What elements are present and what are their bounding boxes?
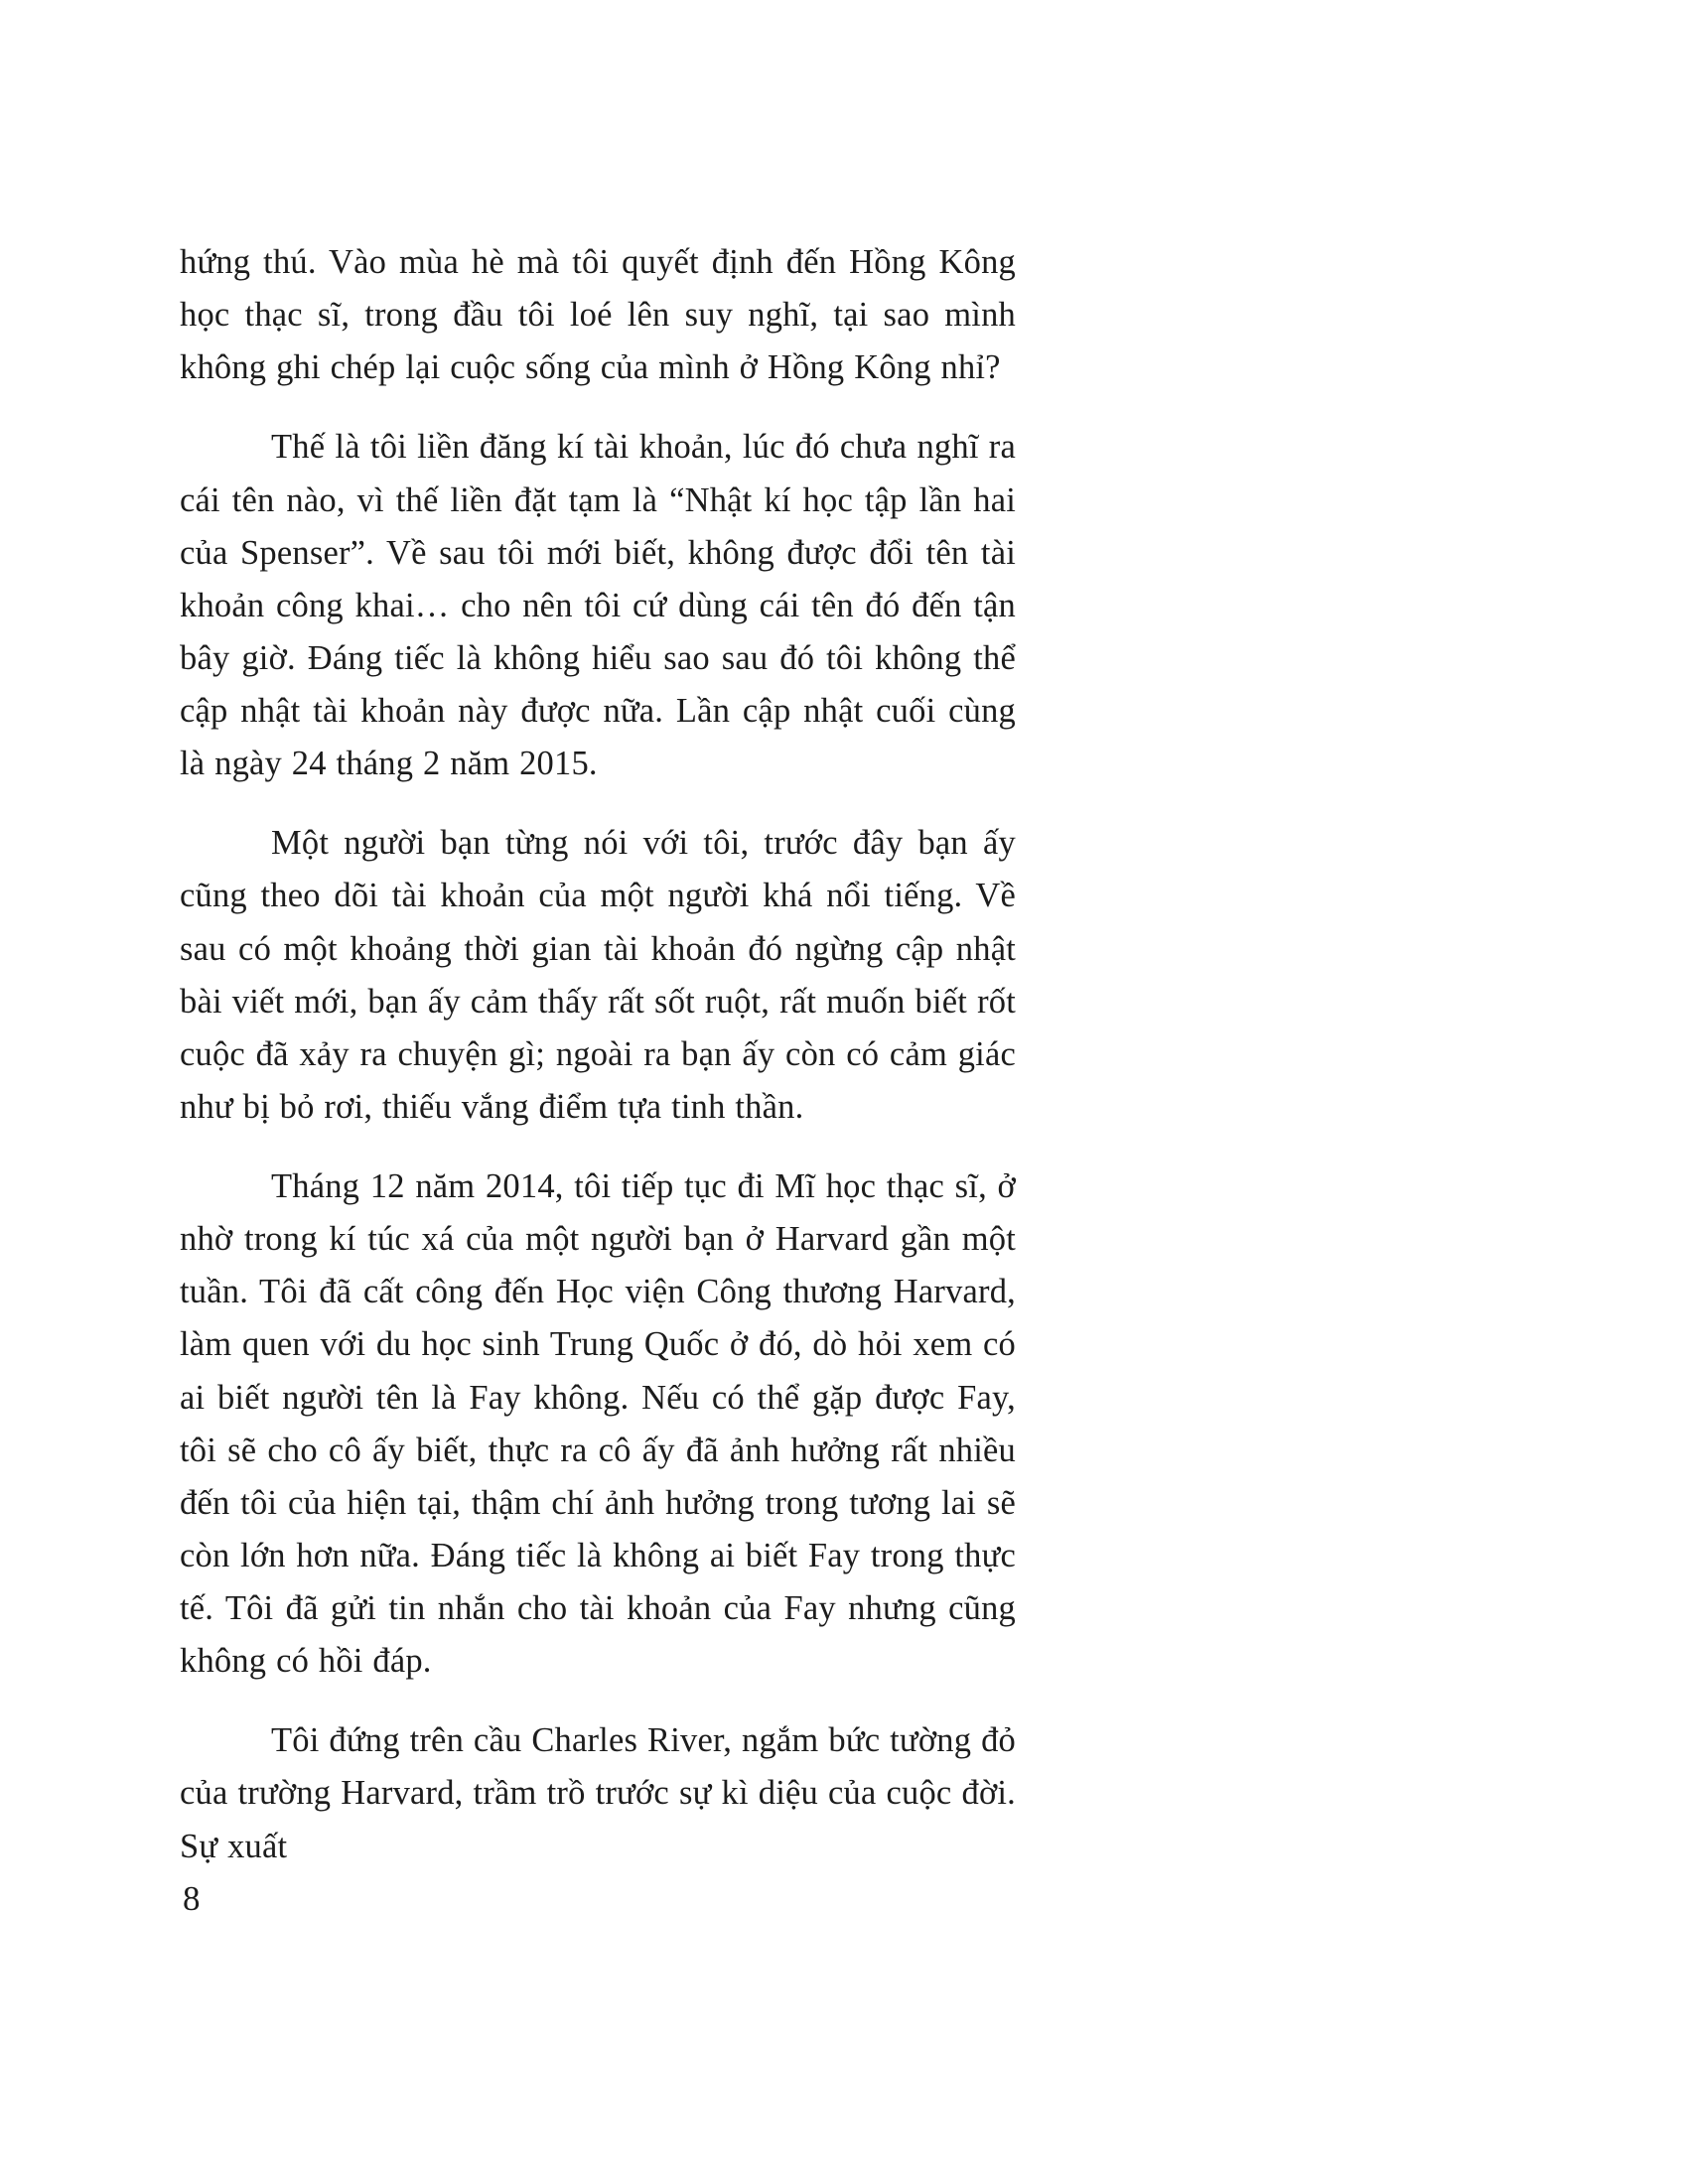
paragraph: Tôi đứng trên cầu Charles River, ngắm bức tường đỏ của trường Harvard, trầm trồ trước sự kì diệu của cuộc đời. Sự xuất bbox=[180, 1721, 1016, 1865]
page-number: 8 bbox=[183, 1879, 201, 1918]
paragraph: Một người bạn từng nói với tôi, trước đây bạn ấy cũng theo dõi tài khoản của một người khá nổi tiếng. Về sau có một khoảng thời gian tài khoản đó ngừng cập nhật bài viết mới, bạn ấy cảm thấy rất sốt ruột, rất muốn biết rốt cuộc đã xảy ra chuyện gì; ngoài ra bạn ấy còn có cảm giác như bị bỏ rơi, thiếu vắng điểm tựa tinh thần. bbox=[180, 824, 1016, 1126]
text-block bbox=[180, 236, 1016, 1900]
paragraph: Tháng 12 năm 2014, tôi tiếp tục đi Mĩ học thạc sĩ, ở nhờ trong kí túc xá của một người bạn ở Harvard gần một tuần. Tôi đã cất công đến Học viện Công thương Harvard, làm quen với du học sinh Trung Quốc ở đó, dò hỏi xem có ai biết người tên là Fay không. Nếu có thể gặp được Fay, tôi sẽ cho cô ấy biết, thực ra cô ấy đã ảnh hưởng rất nhiều đến tôi của hiện tại, thậm chí ảnh hưởng trong tương lai sẽ còn lớn hơn nữa. Đáng tiếc là không ai biết Fay trong thực tế. Tôi đã gửi tin nhắn cho tài khoản của Fay nhưng cũng không có hồi đáp. bbox=[180, 1167, 1016, 1681]
paragraph: Thế là tôi liền đăng kí tài khoản, lúc đó chưa nghĩ ra cái tên nào, vì thế liền đặt tạm là “Nhật kí học tập lần hai của Spenser”. Về sau tôi mới biết, không được đổi tên tài khoản công khai… cho nên tôi cứ dùng cái tên đó đến tận bây giờ. Đáng tiếc là không hiểu sao sau đó tôi không thể cập nhật tài khoản này được nữa. Lần cập nhật cuối cùng là ngày 24 tháng 2 năm 2015. bbox=[180, 428, 1016, 783]
paragraph: hứng thú. Vào mùa hè mà tôi quyết định đến Hồng Kông học thạc sĩ, trong đầu tôi loé lên suy nghĩ, tại sao mình không ghi chép lại cuộc sống của mình ở Hồng Kông nhỉ? bbox=[180, 243, 1016, 387]
